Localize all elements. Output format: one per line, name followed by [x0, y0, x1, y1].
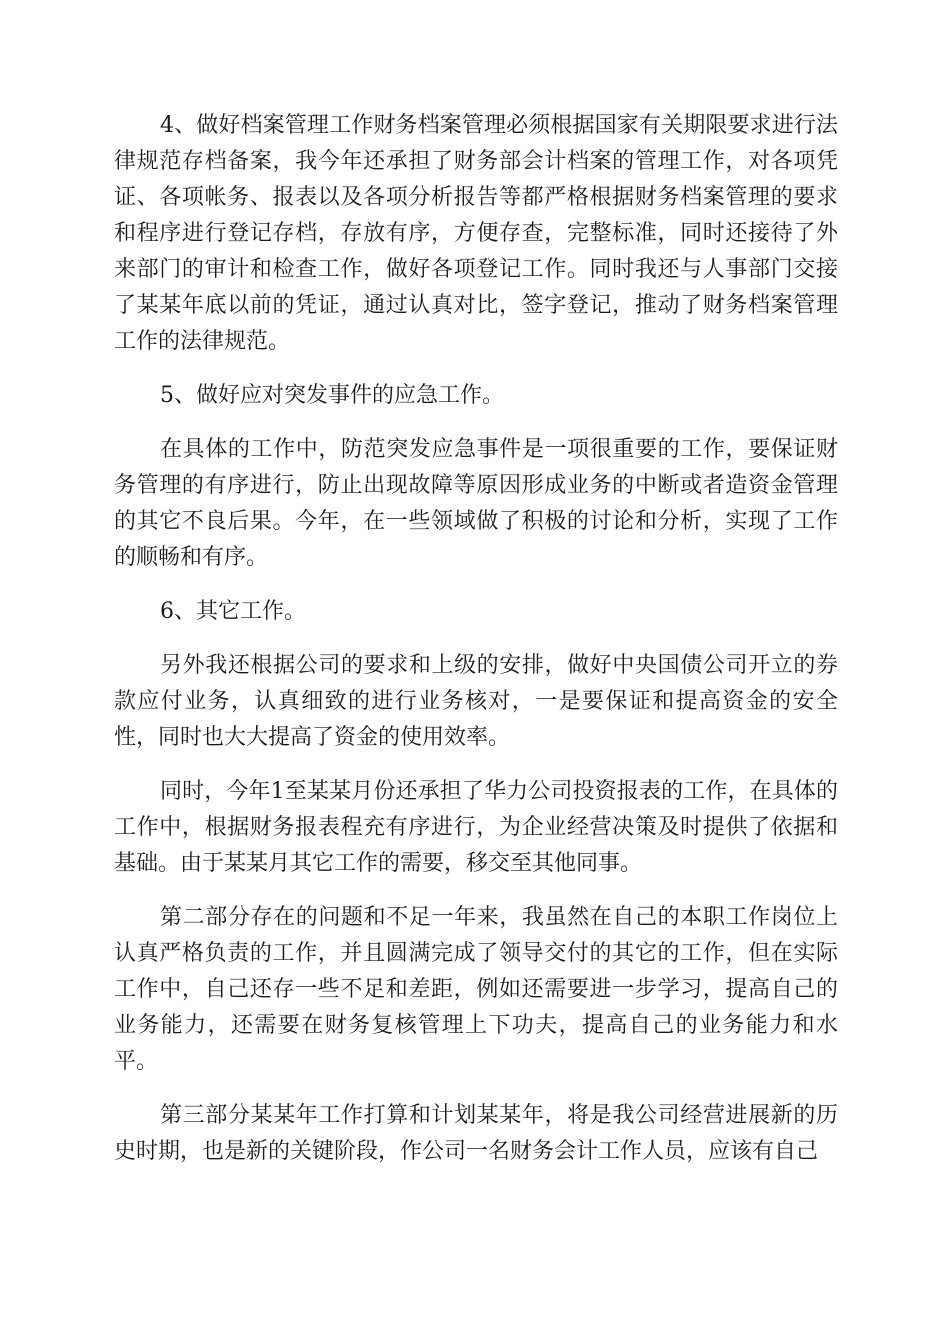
paragraph-emergency-work: 在具体的工作中，防范突发应急事件是一项很重要的工作，要保证财务管理的有序进行，防止出现故障等原因形成业务的中断或者造资金管理的其它不良后果。今年，在一些领域做了积极的讨论和分析，实现了工作的顺畅和有序。: [114, 437, 838, 570]
section-heading-emergency: 5、做好应对突发事件的应急工作。: [160, 383, 504, 408]
paragraph-bond-business: 另外我还根据公司的要求和上级的安排，做好中央国债公司开立的券款应付业务，认真细致的进行业务核对，一是要保证和提高资金的安全性，同时也大大提高了资金的使用效率。: [114, 653, 838, 750]
paragraph-problems: 第二部分存在的问题和不足一年来，我虽然在自己的本职工作岗位上认真严格负责的工作，并且圆满完成了领导交付的其它的工作，但在实际工作中，自己还存一些不足和差距，例如还需要进一步学习，提高自己的业务能力，还需要在财务复核管理上下功夫，提高自己的业务能力和水平。: [114, 905, 838, 1074]
paragraph-investment-report: 同时，今年1至某某月份还承担了华力公司投资报表的工作，在具体的工作中，根据财务报表程充有序进行，为企业经营决策及时提供了依据和基础。由于某某月其它工作的需要，移交至其他同事。: [114, 779, 838, 876]
section-heading-other-work: 6、其它工作。: [160, 599, 306, 624]
paragraph-plans: 第三部分某某年工作打算和计划某某年，将是我公司经营进展新的历史时期，也是新的关键阶段，作公司一名财务会计工作人员，应该有自己: [114, 1103, 838, 1164]
paragraph-archive-management: 4、做好档案管理工作财务档案管理必须根据国家有关期限要求进行法律规范存档备案，我今年还承担了财务部会计档案的管理工作，对各项凭证、各项帐务、报表以及各项分析报告等都严格根据财务档案管理的要求和程序进行登记存档，存放有序，方便存查，完整标准，同时还接待了外来部门的审计和检查工作，做好各项登记工作。同时我还与人事部门交接了某某年底以前的凭证，通过认真对比，签字登记，推动了财务档案管理工作的法律规范。: [114, 113, 838, 354]
document-body: [114, 108, 838, 1188]
